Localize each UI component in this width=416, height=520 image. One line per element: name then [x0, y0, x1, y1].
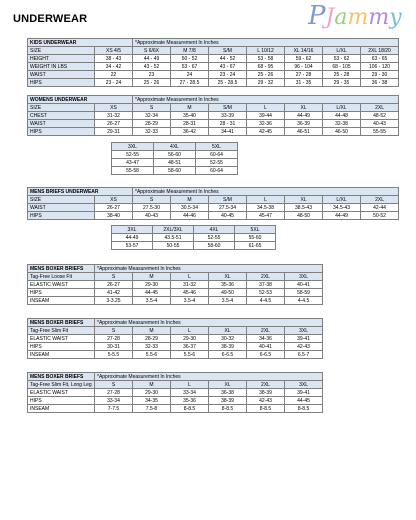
- section-heading: MENS BRIEFS UNDERWEAR: [28, 188, 133, 196]
- table-cell: 38-39: [247, 389, 285, 397]
- table-cell: 34-41: [209, 128, 247, 136]
- row-label: WEIGHT IN LBS: [28, 63, 95, 71]
- table-cell: 3.5-4: [133, 297, 171, 305]
- size-column-header: 2XL: [247, 273, 285, 281]
- table-cell: 48-51: [154, 159, 196, 167]
- size-column-header: L: [171, 327, 209, 335]
- table-cell: 7-7.5: [95, 405, 133, 413]
- table-cell: 36-42: [171, 128, 209, 136]
- row-label: HIPS: [28, 128, 95, 136]
- table-cell: 25 - 26: [247, 71, 285, 79]
- table-cell: 31-32: [171, 281, 209, 289]
- table-header-row: [28, 96, 399, 104]
- size-column-header: S 6/6X: [133, 47, 171, 55]
- size-column-header: 3XL: [285, 381, 323, 389]
- table-cell: 96 - 104: [285, 63, 323, 71]
- size-column-header: 2XL: [361, 104, 399, 112]
- logo-letter: m: [368, 5, 390, 30]
- table-cell: 31-32: [95, 112, 133, 120]
- table-header-row: [28, 373, 323, 381]
- size-column-header: XS 4/5: [95, 47, 133, 55]
- table-row: [28, 112, 399, 120]
- table-cell: 3.5-4: [171, 297, 209, 305]
- table-cell: 42-43: [247, 397, 285, 405]
- table-cell: 53 - 58: [247, 55, 285, 63]
- table-cell: 44-49: [112, 234, 153, 242]
- size-column-header: L: [247, 196, 285, 204]
- size-column-header: L/XL: [323, 104, 361, 112]
- table-cell: 6.5-7: [285, 351, 323, 359]
- table-cell: 44-45: [133, 289, 171, 297]
- row-label: INSEAM: [28, 351, 95, 359]
- table-cell: 50 - 52: [171, 55, 209, 63]
- size-column-header: 2XL 18/20: [361, 47, 399, 55]
- table-cell: 46-51: [285, 128, 323, 136]
- table-cell: 38.5-43: [285, 204, 323, 212]
- size-column-header: 2XL: [247, 381, 285, 389]
- table-cell: 25 - 26: [133, 79, 171, 87]
- table-cell: 39-41: [285, 335, 323, 343]
- table-row: [28, 281, 323, 289]
- table-cell: 25 - 28: [323, 71, 361, 79]
- size-column-header: M: [171, 196, 209, 204]
- table-cell: 34.5-38: [247, 204, 285, 212]
- size-column-header: 2XL: [247, 327, 285, 335]
- size-column-header: L 10/12: [247, 47, 285, 55]
- table-row: [28, 212, 399, 220]
- size-column-header: L: [247, 104, 285, 112]
- table-row: [28, 120, 399, 128]
- mens-briefs-extended-table: [111, 225, 276, 250]
- size-column-header: M: [133, 381, 171, 389]
- table-row: [28, 55, 399, 63]
- size-column-header: XL: [285, 196, 323, 204]
- size-column-header: 2XL: [361, 196, 399, 204]
- table-cell: 53 - 67: [171, 63, 209, 71]
- size-column-header: 5XL: [196, 143, 238, 151]
- table-cell: 50-52: [361, 212, 399, 220]
- table-cell: 40-41: [285, 281, 323, 289]
- fit-label: Tag-Free Loose Fit: [28, 273, 95, 281]
- table-cell: 58-59: [285, 289, 323, 297]
- table-cell: 44-49: [285, 112, 323, 120]
- table-cell: 29-31: [95, 128, 133, 136]
- fit-label: Tag-Free Slim Fit, Long Leg: [28, 381, 95, 389]
- table-row: [112, 242, 276, 250]
- size-column-header: S: [95, 273, 133, 281]
- table-cell: 28-29: [133, 335, 171, 343]
- size-column-header: 3XL: [112, 143, 154, 151]
- size-header-row: [28, 104, 399, 112]
- table-cell: 59 - 62: [285, 55, 323, 63]
- table-cell: 48-50: [285, 212, 323, 220]
- table-cell: 5.5-6: [171, 351, 209, 359]
- table-cell: 53-57: [112, 242, 153, 250]
- size-header-row: [28, 327, 323, 335]
- table-cell: 31 - 35: [285, 79, 323, 87]
- size-header-row: [28, 196, 399, 204]
- table-cell: 42-45: [247, 128, 285, 136]
- size-column-header: S/M: [209, 104, 247, 112]
- table-cell: 44-46: [171, 212, 209, 220]
- table-cell: 60-64: [196, 151, 238, 159]
- table-cell: 43.5-51: [153, 234, 194, 242]
- row-label: HIPS: [28, 343, 95, 351]
- table-row: [112, 167, 238, 175]
- table-cell: 3.5-4: [209, 297, 247, 305]
- size-column-header: 2XL/3XL: [153, 226, 194, 234]
- size-column-header: L/XL: [323, 196, 361, 204]
- table-cell: 61-65: [235, 242, 276, 250]
- row-label: ELASTIC WAIST: [28, 335, 95, 343]
- table-cell: 26-27: [95, 281, 133, 289]
- table-cell: 33-34: [171, 389, 209, 397]
- table-cell: 36-39: [285, 120, 323, 128]
- table-cell: 40-43: [361, 120, 399, 128]
- size-column-header: 3XL: [285, 327, 323, 335]
- table-cell: 39-41: [285, 389, 323, 397]
- table-cell: 42-43: [285, 343, 323, 351]
- size-column-header: L: [171, 381, 209, 389]
- table-row: [28, 335, 323, 343]
- table-cell: 60-64: [196, 167, 238, 175]
- size-column-header: S/M: [209, 47, 247, 55]
- table-cell: 30-31: [95, 343, 133, 351]
- table-cell: 24: [171, 71, 209, 79]
- size-column-header: XL: [209, 381, 247, 389]
- table-cell: 32-36: [247, 120, 285, 128]
- row-label: ELASTIC WAIST: [28, 389, 95, 397]
- size-header-row: [28, 47, 399, 55]
- section-heading: MENS BOXER BRIEFS: [28, 319, 95, 327]
- table-cell: 40-45: [209, 212, 247, 220]
- size-column-header: 3XL: [285, 273, 323, 281]
- size-header-row: [28, 273, 323, 281]
- table-cell: 36-38: [209, 389, 247, 397]
- table-cell: 27.5-34: [209, 204, 247, 212]
- table-cell: 8-8.5: [171, 405, 209, 413]
- table-cell: 8-8.5: [247, 405, 285, 413]
- size-column-header: 4XL: [154, 143, 196, 151]
- boxer-long-table: [27, 372, 323, 413]
- table-cell: 44-48: [323, 112, 361, 120]
- table-cell: 42-44: [361, 204, 399, 212]
- table-row: [28, 343, 323, 351]
- table-cell: 52-53: [247, 289, 285, 297]
- table-cell: 5.5-6: [133, 351, 171, 359]
- table-cell: 34.5-43: [323, 204, 361, 212]
- table-cell: 48-52: [361, 112, 399, 120]
- logo-letter: P: [308, 1, 326, 31]
- fit-label: Tag-Free Slim Fit: [28, 327, 95, 335]
- table-cell: 32-38: [323, 120, 361, 128]
- size-column-header: XL: [209, 273, 247, 281]
- table-cell: 34-35: [133, 397, 171, 405]
- size-column-header: 3XL: [112, 226, 153, 234]
- table-cell: 37-38: [247, 281, 285, 289]
- table-cell: 32-33: [133, 343, 171, 351]
- table-cell: 38 - 43: [95, 55, 133, 63]
- table-row: [28, 79, 399, 87]
- size-column-header: S: [95, 327, 133, 335]
- size-label: SIZE: [28, 47, 95, 55]
- table-cell: 5-5.5: [95, 351, 133, 359]
- table-cell: 43 - 67: [209, 63, 247, 71]
- table-cell: 44-49: [323, 212, 361, 220]
- table-row: [28, 128, 399, 136]
- logo-letter: m: [347, 5, 369, 30]
- row-label: WAIST: [28, 71, 95, 79]
- table-cell: 41-42: [95, 289, 133, 297]
- table-cell: 29-30: [133, 389, 171, 397]
- table-cell: 27 - 28: [285, 71, 323, 79]
- table-cell: 55-58: [112, 167, 154, 175]
- table-cell: 38-39: [209, 343, 247, 351]
- table-cell: 6-6.5: [209, 351, 247, 359]
- size-column-header: XS: [95, 104, 133, 112]
- table-cell: 32-33: [133, 128, 171, 136]
- table-cell: 27 - 28.5: [171, 79, 209, 87]
- table-cell: 38-40: [95, 212, 133, 220]
- measurement-note: *Approximate Measurement In Inches: [133, 96, 399, 104]
- table-cell: 8-8.5: [285, 405, 323, 413]
- row-label: HIPS: [28, 212, 95, 220]
- table-cell: 32-34: [133, 112, 171, 120]
- table-cell: 28-29: [133, 120, 171, 128]
- section-heading: MENS BOXER BRIEFS: [28, 373, 95, 381]
- table-cell: 4-4.5: [285, 297, 323, 305]
- table-cell: 27-28: [95, 335, 133, 343]
- table-cell: 55-60: [235, 234, 276, 242]
- size-column-header: S: [95, 381, 133, 389]
- table-cell: 33-34: [95, 397, 133, 405]
- size-column-header: S/M: [209, 196, 247, 204]
- table-cell: 26-27: [95, 204, 133, 212]
- table-cell: 55-55: [361, 128, 399, 136]
- table-cell: 46-50: [323, 128, 361, 136]
- table-cell: 63 - 65: [361, 55, 399, 63]
- size-column-header: L: [171, 273, 209, 281]
- table-cell: 29 - 30: [361, 71, 399, 79]
- table-cell: 52-55: [194, 234, 235, 242]
- table-row: [28, 389, 323, 397]
- table-cell: 22: [95, 71, 133, 79]
- table-cell: 40-41: [247, 343, 285, 351]
- brand-logo: [308, 2, 412, 30]
- table-row: [28, 397, 323, 405]
- table-cell: 28-31: [171, 120, 209, 128]
- table-header-row: [28, 319, 323, 327]
- section-heading: WOMENS UNDERWEAR: [28, 96, 133, 104]
- table-cell: 53 - 62: [323, 55, 361, 63]
- size-column-header: L/XL: [323, 47, 361, 55]
- table-cell: 30-32: [209, 335, 247, 343]
- table-row: [28, 405, 323, 413]
- table-cell: 27-28: [95, 389, 133, 397]
- table-cell: 35-36: [209, 281, 247, 289]
- table-cell: 29-30: [133, 281, 171, 289]
- table-row: [112, 151, 238, 159]
- table-cell: 7.5-8: [133, 405, 171, 413]
- table-cell: 49-50: [209, 289, 247, 297]
- logo-letter: J: [325, 5, 335, 30]
- size-column-header: 4XL: [194, 226, 235, 234]
- measurement-note: *Approximate Measurement In Inches: [95, 265, 323, 273]
- table-cell: 43-47: [112, 159, 154, 167]
- womens-underwear-table: [27, 95, 399, 136]
- measurement-note: *Approximate Measurement In Inches: [133, 188, 399, 196]
- table-cell: 106 - 120: [361, 63, 399, 71]
- table-row: [112, 234, 276, 242]
- size-label: SIZE: [28, 196, 95, 204]
- size-column-header: XL: [209, 327, 247, 335]
- table-cell: 35-36: [171, 397, 209, 405]
- table-cell: 25 - 28.5: [209, 79, 247, 87]
- table-cell: 3-3.25: [95, 297, 133, 305]
- kids-underwear-table: [27, 38, 399, 87]
- boxer-slim-table: [27, 318, 323, 359]
- table-cell: 28 - 31: [209, 120, 247, 128]
- size-column-header: S: [133, 104, 171, 112]
- size-column-header: XL 14/16: [285, 47, 323, 55]
- table-cell: 52-55: [196, 159, 238, 167]
- table-cell: 50-55: [153, 242, 194, 250]
- table-cell: 29 - 32: [247, 79, 285, 87]
- table-header-row: [28, 188, 399, 196]
- size-column-header: M 7/8: [171, 47, 209, 55]
- table-row: [28, 289, 323, 297]
- table-cell: 68 - 95: [247, 63, 285, 71]
- row-label: ELASTIC WAIST: [28, 281, 95, 289]
- table-row: [28, 204, 399, 212]
- table-cell: 34-36: [247, 335, 285, 343]
- boxer-loose-table: [27, 264, 323, 305]
- size-column-header: 5XL: [235, 226, 276, 234]
- row-label: HIPS: [28, 79, 95, 87]
- row-label: INSEAM: [28, 405, 95, 413]
- size-column-header: XS: [95, 196, 133, 204]
- table-cell: 30.5-34: [171, 204, 209, 212]
- logo-letter: a: [334, 5, 348, 30]
- row-label: HIPS: [28, 289, 95, 297]
- size-column-header: XL: [285, 104, 323, 112]
- section-heading: MENS BOXER BRIEFS: [28, 265, 95, 273]
- table-cell: 27.5-30: [133, 204, 171, 212]
- table-cell: 6-6.5: [247, 351, 285, 359]
- row-label: WAIST: [28, 120, 95, 128]
- table-row: [112, 159, 238, 167]
- table-cell: 39-44: [247, 112, 285, 120]
- table-cell: 23 - 24: [209, 71, 247, 79]
- row-label: INSEAM: [28, 297, 95, 305]
- table-cell: 44 - 49: [133, 55, 171, 63]
- page-title: UNDERWEAR: [13, 13, 88, 25]
- table-cell: 35-40: [171, 112, 209, 120]
- table-cell: 43 - 52: [133, 63, 171, 71]
- row-label: HEIGHT: [28, 55, 95, 63]
- table-row: [28, 297, 323, 305]
- table-cell: 58-60: [194, 242, 235, 250]
- logo-letter: y: [389, 5, 402, 30]
- table-cell: 44 - 52: [209, 55, 247, 63]
- table-cell: 26-27: [95, 120, 133, 128]
- table-cell: 36-37: [171, 343, 209, 351]
- table-cell: 38-39: [209, 397, 247, 405]
- row-label: WAIST: [28, 204, 95, 212]
- table-cell: 36 - 38: [361, 79, 399, 87]
- table-cell: 29-30: [171, 335, 209, 343]
- table-cell: 45-47: [247, 212, 285, 220]
- size-label: SIZE: [28, 104, 95, 112]
- measurement-note: *Approximate Measurement In Inches: [95, 319, 323, 327]
- size-header-row: [28, 381, 323, 389]
- row-label: HIPS: [28, 397, 95, 405]
- womens-extended-table: [111, 142, 238, 175]
- table-cell: 45-46: [171, 289, 209, 297]
- table-cell: 23: [133, 71, 171, 79]
- table-cell: 68 - 105: [323, 63, 361, 71]
- table-row: [28, 71, 399, 79]
- table-cell: 58-60: [154, 167, 196, 175]
- table-cell: 4-4.5: [247, 297, 285, 305]
- section-heading: KIDS UNDERWEAR: [28, 39, 133, 47]
- table-cell: 34 - 42: [95, 63, 133, 71]
- table-cell: 44-45: [285, 397, 323, 405]
- measurement-note: *Approximate Measurement In Inches: [95, 373, 323, 381]
- table-header-row: [28, 265, 323, 273]
- size-header-row: [112, 143, 238, 151]
- table-header-row: [28, 39, 399, 47]
- size-header-row: [112, 226, 276, 234]
- table-cell: 40-43: [133, 212, 171, 220]
- measurement-note: *Approximate Measurement In Inches: [133, 39, 399, 47]
- size-column-header: S: [133, 196, 171, 204]
- table-cell: 23 - 24: [95, 79, 133, 87]
- table-cell: 52-55: [112, 151, 154, 159]
- row-label: CHEST: [28, 112, 95, 120]
- size-column-header: M: [133, 273, 171, 281]
- table-row: [28, 63, 399, 71]
- table-cell: 8-8.5: [209, 405, 247, 413]
- table-row: [28, 351, 323, 359]
- mens-briefs-table: [27, 187, 399, 220]
- table-cell: 29 - 35: [323, 79, 361, 87]
- table-cell: 33-39: [209, 112, 247, 120]
- size-column-header: M: [171, 104, 209, 112]
- size-column-header: M: [133, 327, 171, 335]
- table-cell: 56-60: [154, 151, 196, 159]
